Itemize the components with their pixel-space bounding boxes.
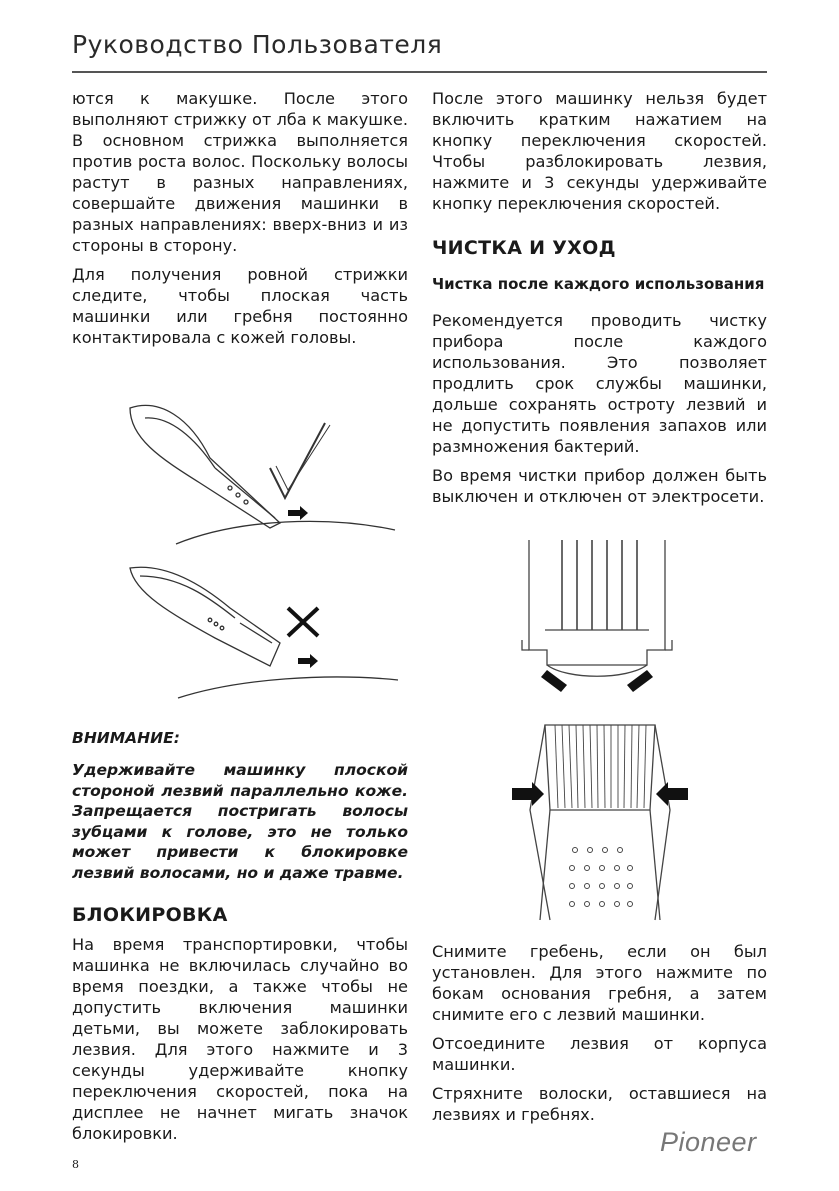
left-paragraph: Для получения ровной стрижки следите, чтобы плоская часть машинки или гребня постоянно контактировала с кожей головы. xyxy=(72,265,408,347)
right-paragraph: Рекомендуется проводить чистку прибора после каждого использования. Это позволяет продлить срок службы машинки, дольше сохранять остроту лезвий и не допустить появления запахов или размножения бактерий. xyxy=(432,311,767,456)
page-number: 8 xyxy=(72,1158,79,1171)
right-paragraph: Во время чистки прибор должен быть выключен и отключен от электросети. xyxy=(432,466,767,506)
lock-heading: БЛОКИРОВКА xyxy=(72,904,228,926)
right-intro: После этого машинку нельзя будет включить кратким нажатием на кнопку переключения скоростей. Чтобы разблокировать лезвия, нажмите и 3 секунды удерживайте кнопку переключения скоростей. xyxy=(432,89,767,213)
clipper-angle-illustration xyxy=(120,398,420,708)
brand-logo: Pioneer xyxy=(660,1127,757,1157)
lock-section xyxy=(72,905,408,1144)
warning-body: Удерживайте машинку плоской стороной лезвий параллельно коже. Запрещается постригать волосы зубцами к голове, это не только может привести к блокировке лезвий волосами, но и даже травме. xyxy=(72,761,408,882)
page-header-title: Руководство Пользователя xyxy=(72,30,443,59)
comb-removal-illustration xyxy=(517,530,677,710)
cleaning-heading: ЧИСТКА И УХОД xyxy=(432,237,616,259)
left-paragraph: ются к макушке. После этого выполняют стрижку от лба к макушке. В основном стрижка выполняется против роста волос. Поскольку волосы растут в разных направлениях, совершайте движения машинки в разных направлениях: вверх-вниз и из стороны в сторону. xyxy=(72,89,408,255)
right-bottom-paragraph: Отсоедините лезвия от корпуса машинки. xyxy=(432,1034,767,1074)
lock-body: На время транспортировки, чтобы машинка не включилась случайно во время поездки, а также чтобы не допустить включения машинки детьми, вы можете заблокировать лезвия. Для этого нажмите и 3 секунды удерживайте кнопку переключения скоростей, пока на дисплее не начнет мигать значок блокировки. xyxy=(72,935,408,1143)
right-bottom-paragraph: Стряхните волоски, оставшиеся на лезвиях и гребнях. xyxy=(432,1084,767,1124)
warning-title: ВНИМАНИЕ: xyxy=(72,729,180,747)
cleaning-subheading: Чистка после каждого использования xyxy=(432,275,765,293)
left-column xyxy=(72,88,408,356)
blade-removal-illustration xyxy=(510,720,690,925)
right-bottom-text xyxy=(432,941,767,1133)
header-divider xyxy=(72,71,767,73)
right-bottom-paragraph: Снимите гребень, если он был установлен. Для этого нажмите по бокам основания гребня, а затем снимите его с лезвий машинки. xyxy=(432,942,767,1024)
right-column xyxy=(432,88,767,515)
